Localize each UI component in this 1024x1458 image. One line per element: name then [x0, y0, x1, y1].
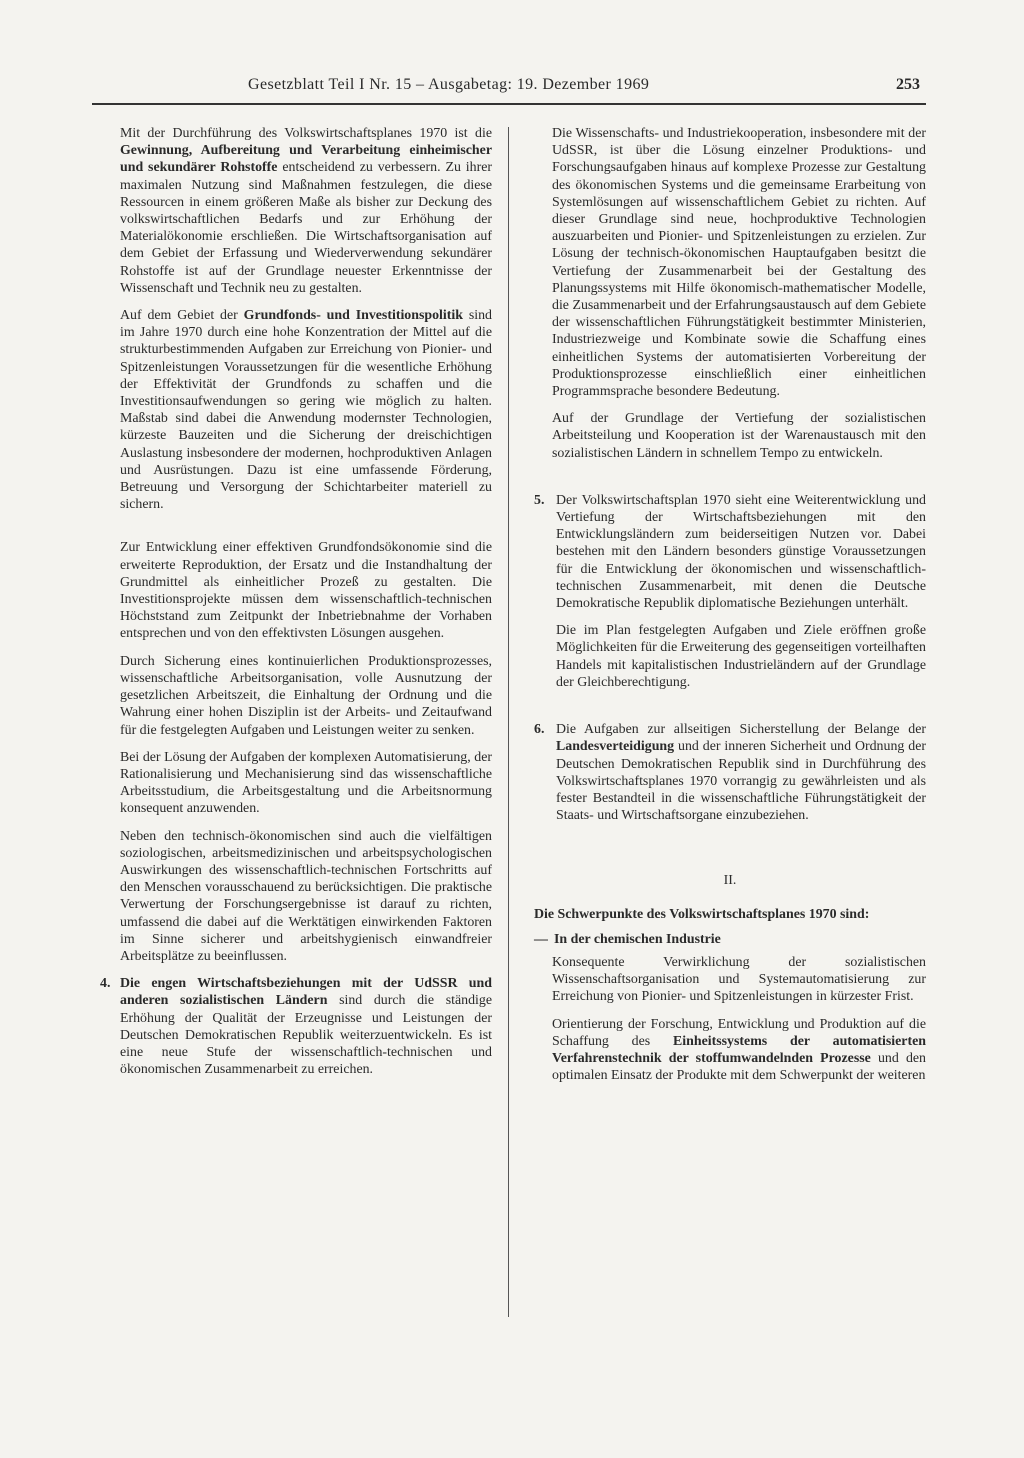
item-5-text: Der Volkswirtschaftsplan 1970 sieht eine Weiterentwicklung und Vertiefung der Wirtschaftsbeziehungen mit den Entwicklungsländern zum beiderseitigen Nutzen vor. Dabei bestehen mit den Ländern besonders günstige Voraussetzungen für die Entwicklung der ökonomischen und wissenschaftlich-technischen Zusammenarbeit, mit denen die Deutsche Demokratische Republik diplomatische Beziehungen unterhält. [556, 492, 926, 612]
header-rule [92, 103, 926, 105]
bold-term: Die engen Wirtschaftsbeziehungen mit der UdSSR und anderen sozialistischen Ländern [120, 976, 492, 1009]
dash-symbol: — [534, 931, 548, 947]
dash-item-label: In der chemischen Industrie [554, 931, 721, 947]
item-number: 5. [534, 492, 545, 508]
paragraph-sociological-effects: Neben den technisch-ökonomischen sind auch die vielfältigen soziologischen, arbeitsmedizinischen und arbeitspsychologischen Auswirkungen des wissenschaftlich-technischen Fortschritts auf den Menschen vorausschauend zu berücksichtigen. Die praktische Verwertung der Forschungsergebnisse ist darauf zu richten, umfassend die dabei auf die Werktätigen einwirkenden Faktoren im Sinne sicherer und arbeitshygienisch einwandfreier Arbeitsplätze zu beeinflussen. [120, 828, 492, 964]
numbered-item-4 [100, 975, 492, 1078]
left-column [100, 125, 492, 1086]
section-intro: Die Schwerpunkte des Volkswirtschaftsplanes 1970 sind: [534, 906, 870, 922]
bold-term: Einheitssystems der automatisierten Verfahrenstechnik der stoffumwandelnden Prozesse [552, 1033, 926, 1066]
bold-term: Landesverteidigung [556, 739, 675, 755]
paragraph-division-of-labour: Auf der Grundlage der Vertiefung der sozialistischen Arbeitsteilung und Kooperation ist der Warenaustausch mit den sozialistischen Ländern in schnellem Tempo zu entwickeln. [552, 411, 926, 461]
bold-term: Grundfonds- und Investitionspolitik [243, 308, 463, 324]
page-number: 253 [896, 76, 920, 93]
bold-term: Gewinnung, Aufbereitung und Verarbeitung einheimischer und sekundärer Rohstoffe [120, 143, 492, 176]
right-column [534, 125, 926, 1094]
paragraph-science-organisation: Konsequente Verwirklichung der sozialistischen Wissenschaftsorganisation und Systemautomatisierung zur Erreichung von Pionier- und Spitzenleistungen in kürzester Frist. [552, 954, 926, 1005]
item-4-text: Die engen Wirtschaftsbeziehungen mit der UdSSR und anderen sozialistischen Ländern sind durch die ständige Erhöhung der Qualität der Erzeugnisse und Leistungen der Deutschen Demokratischen Republik weiterzuentwickeln. Es ist eine neue Stufe der wissenschaftlich-technischen und ökonomischen Zusammenarbeit zu erreichen. [120, 976, 492, 1078]
item-number: 6. [534, 722, 545, 738]
item-5-text-2: Die im Plan festgelegten Aufgaben und Ziele eröffnen große Möglichkeiten für die Erweiterung des gegenseitigen vorteilhaften Handels mit kapitalistischen Industrieländern auf der Grundlage der Gleichberechtigung. [556, 623, 926, 690]
page-header [92, 72, 922, 102]
dash-item-chemical-industry [534, 931, 926, 948]
paragraph-fixed-assets: Zur Entwicklung einer effektiven Grundfondsökonomie sind die erweiterte Reproduktion, der Ersatz und die Instandhaltung der Grundmittel als einheitlicher Prozeß zu gestalten. Die Investitionsprojekte müssen dem wissenschaftlich-technischen Höchststand zum Zeitpunkt der Inbetriebnahme der Vorhaben entsprechen und von den effektivsten Lösungen ausgehen. [120, 540, 492, 642]
item-6-text: Die Aufgaben zur allseitigen Sicherstellung der Belange der Landesverteidigung und der inneren Sicherheit und Ordnung der Deutschen Demokratischen Republik sind in Durchführung des Volkswirtschaftsplanes 1970 vorrangig zu gewährleisten und als fester Bestandteil in die wissenschaftliche Führungstätigkeit der Staats- und Wirtschaftsorgane einzubeziehen. [556, 722, 926, 824]
paragraph-cooperation: Die Wissenschafts- und Industriekooperation, insbesondere mit der UdSSR, ist über die Lösung einzelner Produktions- und Forschungsaufgaben hinaus auf komplexe Prozesse zur Gestaltung des ökonomischen Systems und die gemeinsame Erarbeitung von Systemlösungen auf wissenschaftlichem Gebiet zu richten. Auf dieser Grundlage sind neue, hochproduktive Technologien auszuarbeiten und Pionier- und Spitzenleistungen zu erzielen. Zur Lösung der technisch-ökonomischen Hauptaufgaben besitzt die Vertiefung der Zusammenarbeit bei der Gestaltung des Planungssystems mit Hilfe ökonomisch-mathematischer Modelle, die Zusammenarbeit und der Erfahrungsaustausch auf dem Gebiete der wissenschaftlichen Führungstätigkeit bestimmter Ministerien, Industriezweige und Kombinate sowie die Schaffung eines einheitlichen Systems der automatisierten Vorbereitung der Produktionsprozesse einschließlich einer einheitlichen Programmsprache besondere Bedeutung. [552, 126, 926, 400]
item-number: 4. [100, 976, 111, 992]
paragraph-raw-materials: Mit der Durchführung des Volkswirtschaftsplanes 1970 ist die Gewinnung, Aufbereitung und Verarbeitung einheimischer und sekundärer Rohstoffe entscheidend zu verbessern. Zu ihrer maximalen Nutzung sind Maßnahmen festzulegen, die diese Ressourcen in einem größeren Maße als bisher zur Deckung des volkswirtschaftlichen Bedarfs und zur Erhöhung der Materialökonomie erschließen. Die Wirtschaftsorganisation auf dem Gebiet der Erfassung und Wiederverwendung sekundärer Rohstoffe ist auf der Grundlage neuester Erkenntnisse der Wissenschaft und Technik neu zu gestalten. [120, 126, 492, 296]
header-title: Gesetzblatt Teil I Nr. 15 – Ausgabetag: 19. Dezember 1969 [248, 76, 650, 93]
paragraph-research-orientation: Orientierung der Forschung, Entwicklung und Produktion auf die Schaffung des Einheitssystems der automatisierten Verfahrenstechnik der stoffumwandelnden Prozesse und den optimalen Einsatz der Produkte mit dem Schwerpunkt der weiteren [552, 1016, 926, 1084]
column-divider [508, 127, 509, 1317]
paragraph-automation: Bei der Lösung der Aufgaben der komplexen Automatisierung, der Rationalisierung und Mechanisierung sind das wissenschaftliche Arbeitsstudium, die Arbeitsgestaltung und die Arbeitsnormung konsequent anzuwenden. [120, 749, 492, 817]
numbered-item-5 [534, 492, 926, 691]
numbered-item-6 [534, 721, 926, 824]
section-heading: II. [723, 873, 737, 889]
paragraph-investment-policy: Auf dem Gebiet der Grundfonds- und Investitionspolitik sind im Jahre 1970 durch eine hohe Konzentration der Mittel auf die strukturbestimmenden Aufgaben zur Erreichung von Pionier- und Spitzenleistungen Voraussetzungen für die wesentliche Erhöhung der Effektivität der Grundfonds zu schaffen und die Investitionsaufwendungen so gering wie möglich zu halten. Maßstab sind dabei die Anwendung modernster Technologien, kürzeste Bauzeiten und die Sicherung der dreischichtigen Auslastung insbesondere der modernen, hochproduktiven Anlagen und Ausrüstungen. Dazu ist eine umfassende Förderung, Betreuung und Versorgung der Schichtarbeiter materiell zu sichern. [120, 308, 492, 513]
paragraph-production-process: Durch Sicherung eines kontinuierlichen Produktionsprozesses, wissenschaftliche Arbeitsorganisation, volle Ausnutzung der gesetzlichen Arbeitszeit, die Einhaltung der Ordnung und die Wahrung einer hohen Disziplin ist der Arbeits- und Zeitaufwand für die festgelegten Aufgaben und Leistungen weiter zu senken. [120, 653, 492, 738]
